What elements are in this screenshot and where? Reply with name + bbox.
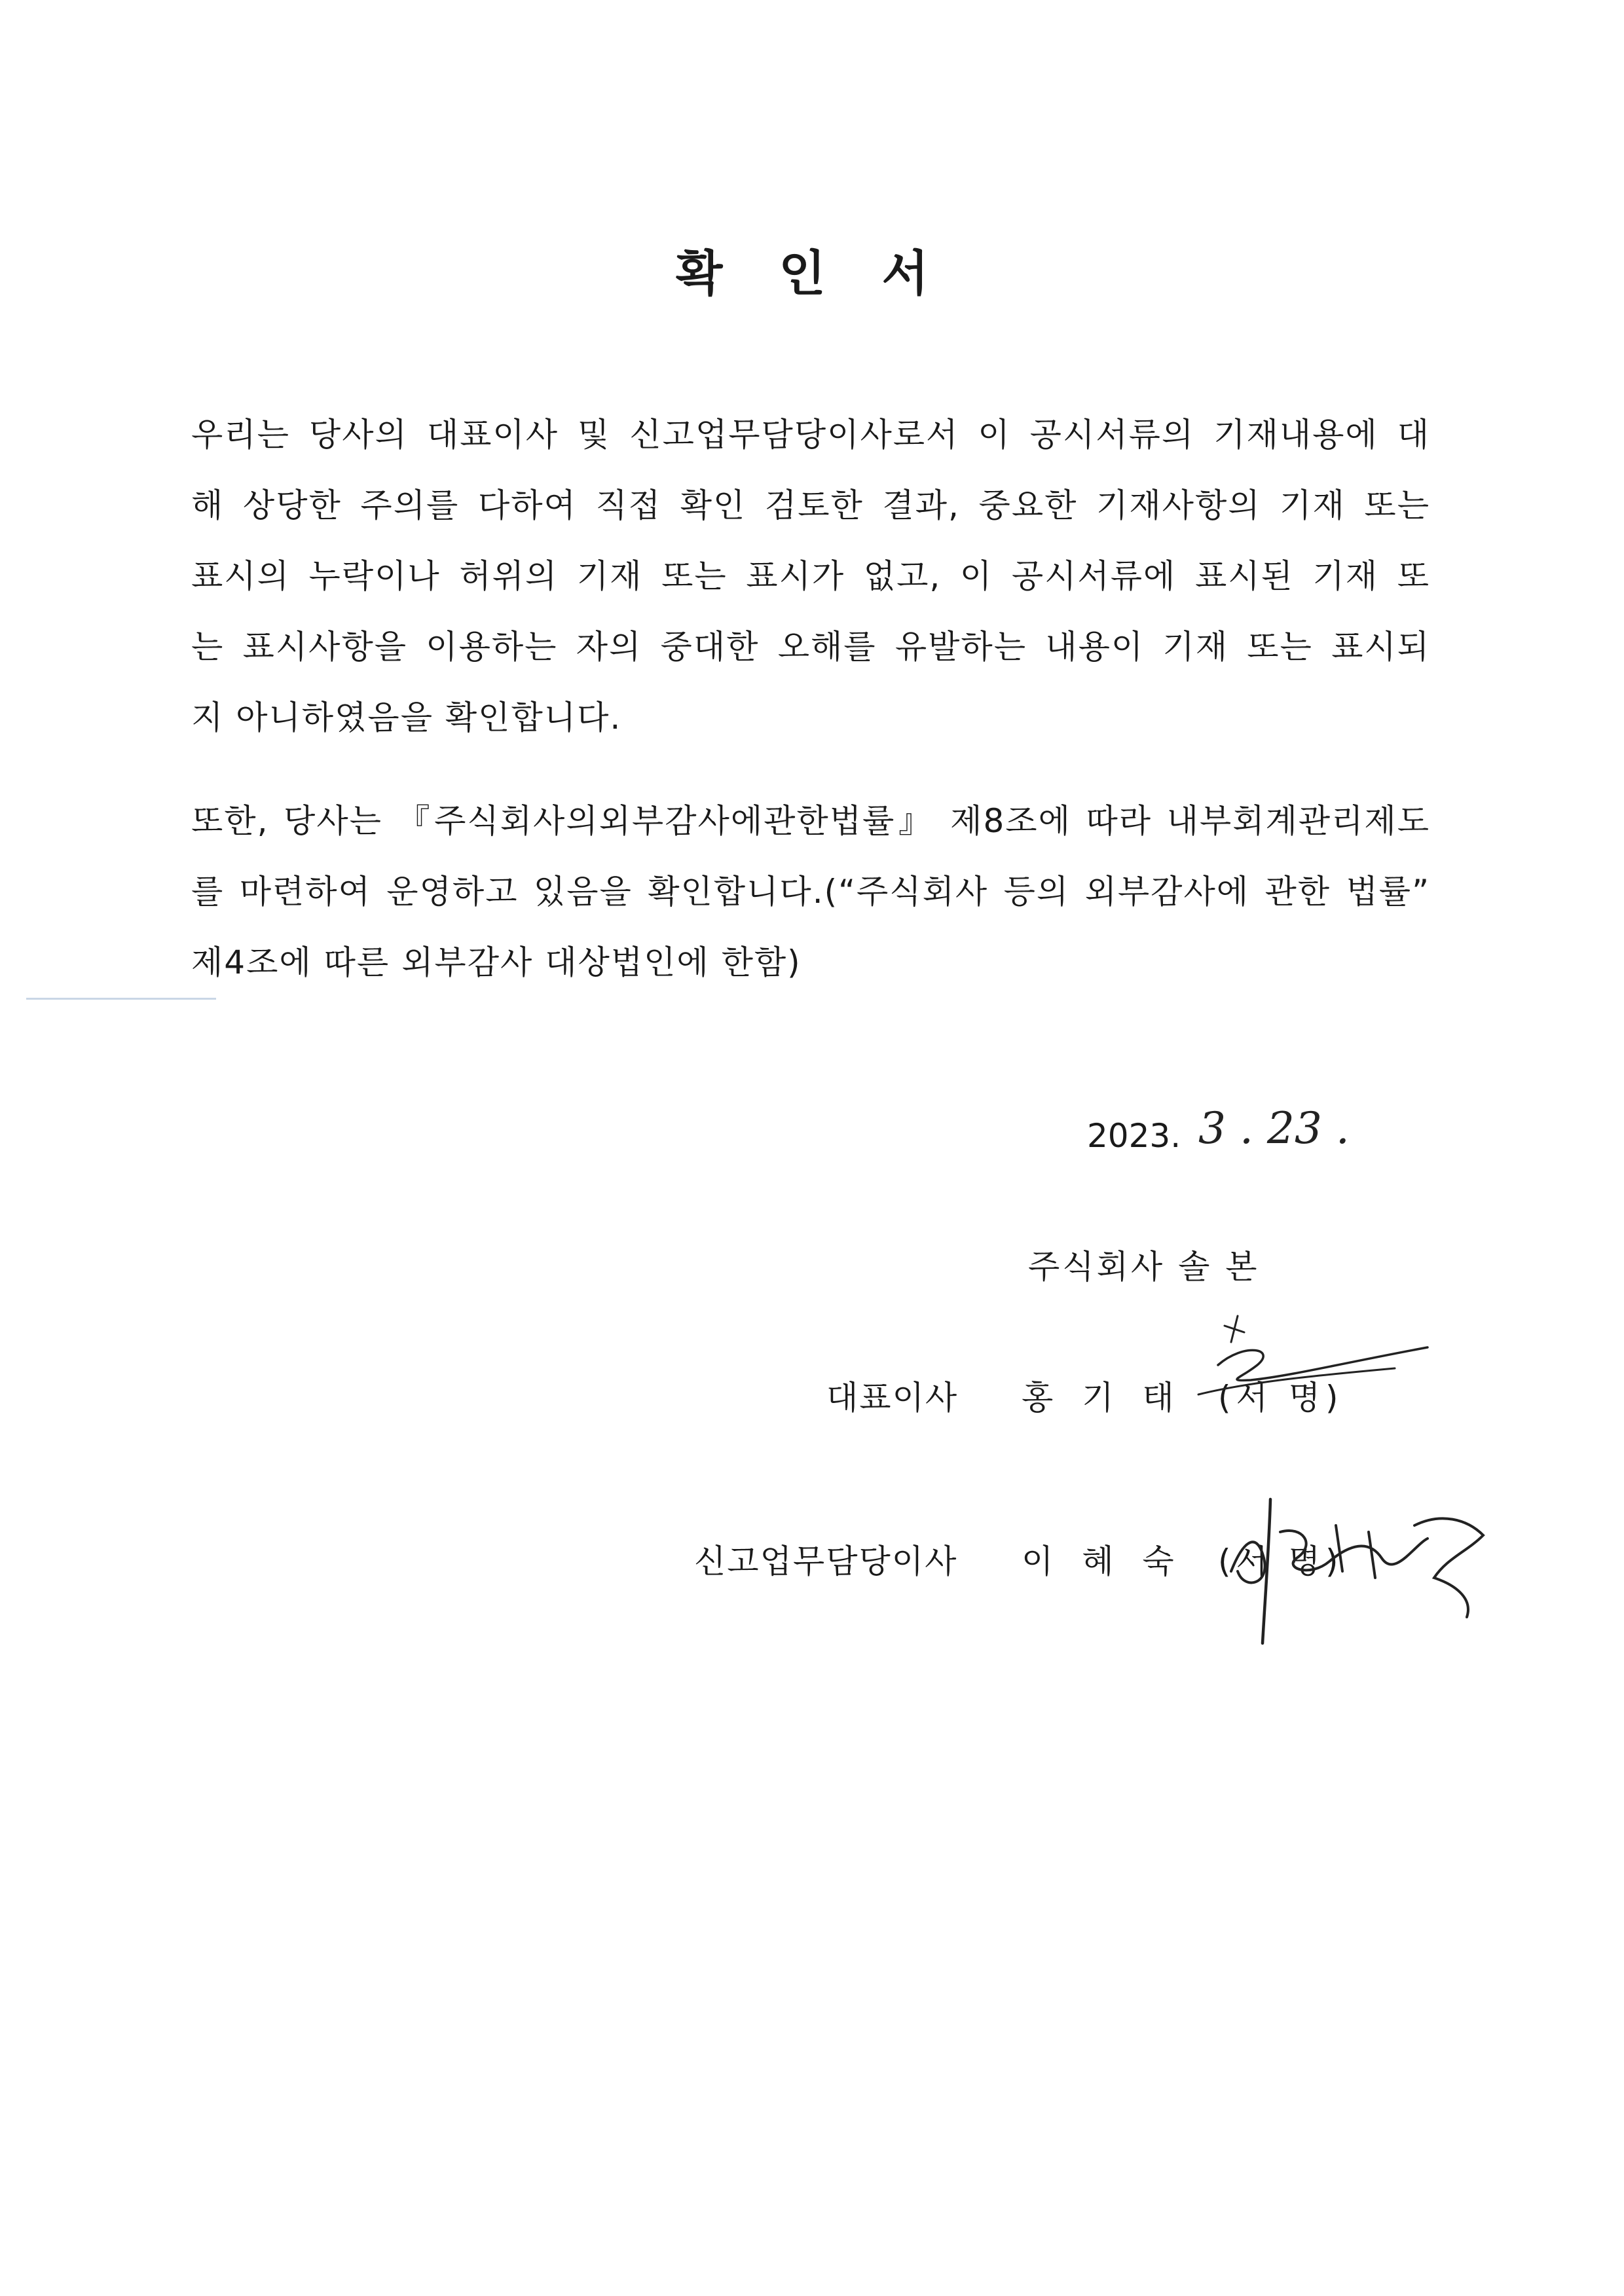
handwritten-date-text: 3 . 23 . (1198, 1103, 1350, 1154)
document-title: 확 인 서 (676, 246, 948, 302)
paragraph-line: 해 상당한 주의를 다하여 직접 확인 검토한 결과, 중요한 기재사항의 기재 또는 (191, 486, 1430, 524)
paragraph-line: 표시의 누락이나 허위의 기재 또는 표시가 없고, 이 공시서류에 표시된 기재 또 (191, 557, 1430, 595)
paragraph-line: 제4조에 따른 외부감사 대상법인에 한함) (191, 943, 802, 981)
paragraph-line: 는 표시사항을 이용하는 자의 중대한 오해를 유발하는 내용이 기재 또는 표시되 (191, 628, 1430, 666)
paragraph-line: 지 아니하였음을 확인합니다. (191, 699, 622, 737)
company-name: 주식회사 솔 본 (1028, 1248, 1260, 1286)
paragraph-line: 또한, 당사는 『주식회사의외부감사에관한법률』 제8조에 따라 내부회계관리제도 (191, 802, 1430, 840)
paragraph-line: 우리는 당사의 대표이사 및 신고업무담당이사로서 이 공시서류의 기재내용에 대 (191, 416, 1430, 454)
disclosure-officer-signature (1218, 1486, 1500, 1656)
handwritten-date (1198, 1100, 1369, 1159)
signer-name-ceo: 홍 기 태 (1022, 1379, 1183, 1417)
signer-role-disclosure-officer: 신고업무담당이사 (694, 1542, 958, 1580)
ceo-signature (1179, 1303, 1454, 1434)
paragraph-internal-control (191, 786, 1430, 998)
signer-name-disclosure-officer: 이 혜 숙 (1022, 1542, 1183, 1580)
signature-label-ceo: (서 명) (1218, 1379, 1344, 1417)
paragraph-line: 를 마련하여 운영하고 있음을 확인합니다.(“주식회사 등의 외부감사에 관한 법률” (191, 873, 1430, 911)
scan-artifact (26, 998, 216, 1000)
date-printed: 2023. (1087, 1117, 1181, 1155)
signer-role-ceo: 대표이사 (826, 1379, 959, 1417)
signature-label-disclosure-officer: (서 명) (1218, 1542, 1344, 1580)
paragraph-confirmation (191, 399, 1430, 753)
